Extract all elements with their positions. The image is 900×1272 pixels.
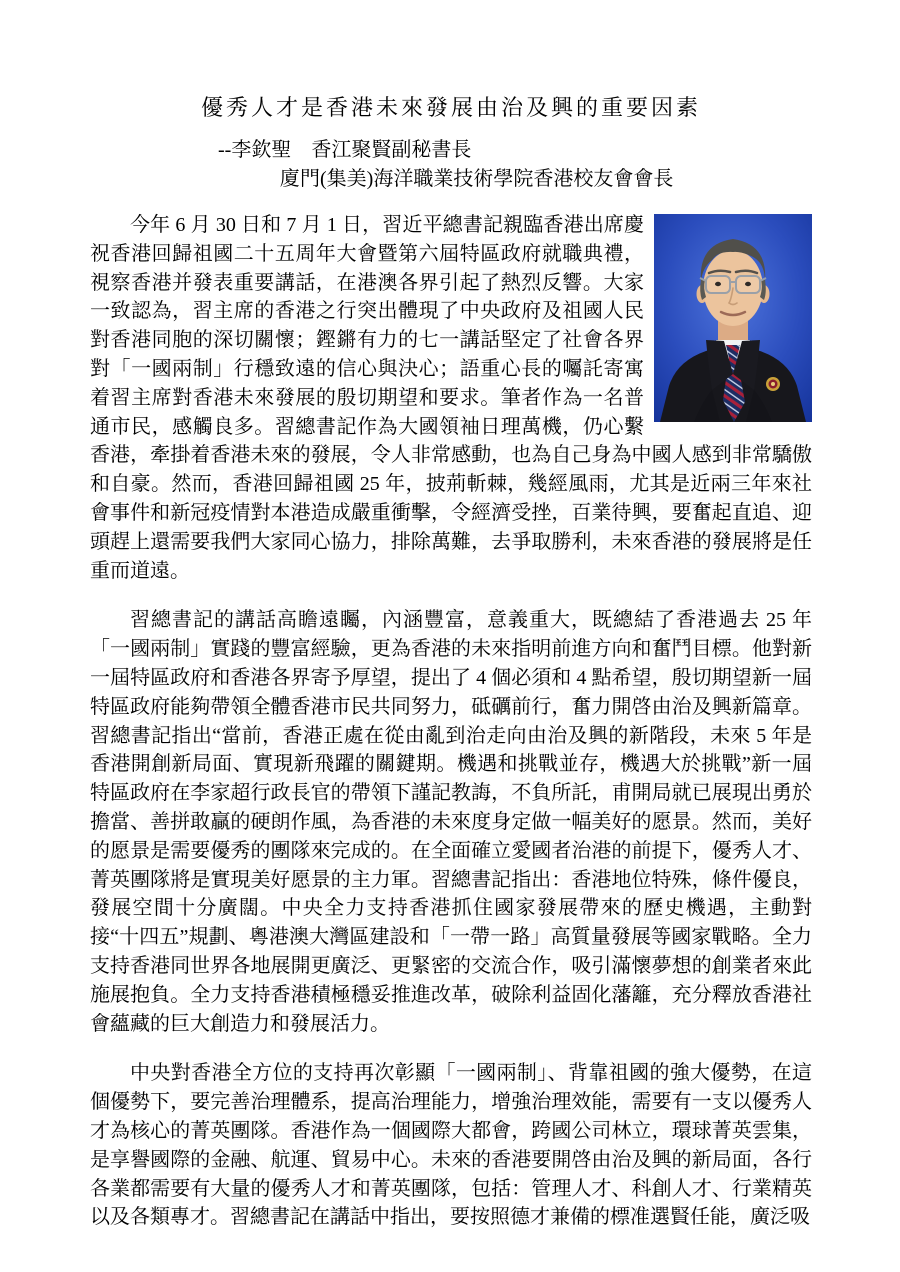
- paragraph-2: 習總書記的講話高瞻遠矚，內涵豐富，意義重大，既總結了香港過去 25 年「一國兩制」實踐的豐富經驗，更為香港的未來指明前進方向和奮鬥目標。他對新一屆特區政府和香港各界寄予厚望，提出了 4 個必須和 4 點希望，殷切期望新一屆特區政府能夠帶領全體香港市民共同努力，砥礪前行，奮力開啓由治及興新篇章。習總書記指出“當前，香港正處在從由亂到治走向由治及興的新階段，未來 5 年是香港開創新局面、實現新飛躍的關鍵期。機遇和挑戰並存，機遇大於挑戰”新一屆特區政府在李家超行政長官的帶領下謹記教誨，不負所託，甫開局就已展現出勇於擔當、善拼敢贏的硬朗作風，為香港的未來度身定做一幅美好的愿景。然而，美好的愿景是需要優秀的團隊來完成的。在全面確立愛國者治港的前提下，優秀人才、菁英團隊將是實現美好愿景的主力軍。習總書記指出：香港地位特殊，條件優良，發展空間十分廣闊。中央全力支持香港抓住國家發展帶來的歷史機遇，主動對接“十四五”規劃、粵港澳大灣區建設和「一帶一路」高質量發展等國家戰略。全力支持香港同世界各地展開更廣泛、更緊密的交流合作，吸引滿懷夢想的創業者來此施展抱負。全力支持香港積極穩妥推進改革，破除利益固化藩籬，充分釋放香港社會蘊藏的巨大創造力和發展活力。: [90, 609, 812, 1035]
- paragraph-3: 中央對香港全方位的支持再次彰顯「一國兩制」、背靠祖國的強大優勢，在這個優勢下，要完善治理體系，提高治理能力，增強治理效能，需要有一支以優秀人才為核心的菁英團隊。香港作為一個國際大都會，跨國公司林立，環球菁英雲集，是享譽國際的金融、航運、貿易中心。未來的香港要開啓由治及興的新局面，各行各業都需要有大量的優秀人才和菁英團隊，包括：管理人才、科創人才、行業精英以及各類專才。習總書記在講話中指出，要按照德才兼備的標准選賢任能，廣泛吸: [90, 1062, 812, 1229]
- article-title: 優秀人才是香港未來發展由治及興的重要因素: [200, 95, 701, 120]
- author-line: --李欽聖 香江聚賢副秘書長: [218, 139, 472, 161]
- paragraph-1: 今年 6 月 30 日和 7 月 1 日，習近平總書記親臨香港出席慶祝香港回歸祖國二十五周年大會暨第六屆特區政府就職典禮，視察香港并發表重要講話，在港澳各界引起了熱烈反響。大家一致認為，習主席的香港之行突出體現了中央政府及祖國人民對香港同胞的深切關懷；鏗鏘有力的七一講話堅定了社會各界對「一國兩制」行穩致遠的信心與決心；語重心長的囑託寄寓着習主席對香港未來發展的殷切期望和要求。筆者作為一名普通市民，感觸良多。習總書記作為大國領袖日理萬機，仍心繫香港，牽掛着香港未來的發展，令人非常感動，也為自己身為中國人感到非常驕傲和自豪。然而，香港回歸祖國 25 年，披荊斬棘，幾經風雨，尤其是近兩三年來社會事件和新冠疫情對本港造成嚴重衝擊，令經濟受挫，百業待興，要奮起直追、迎頭趕上還需要我們大家同心協力，排除萬難，去爭取勝利，未來香港的發展將是任重而道遠。: [90, 214, 812, 582]
- article-body: [90, 211, 812, 1232]
- portrait-illustration: [654, 214, 812, 422]
- affiliation-line: 廈門(集美)海洋職業技術學院香港校友會會長: [280, 168, 674, 190]
- document-content: [90, 92, 812, 1253]
- portrait-photo: [654, 214, 812, 422]
